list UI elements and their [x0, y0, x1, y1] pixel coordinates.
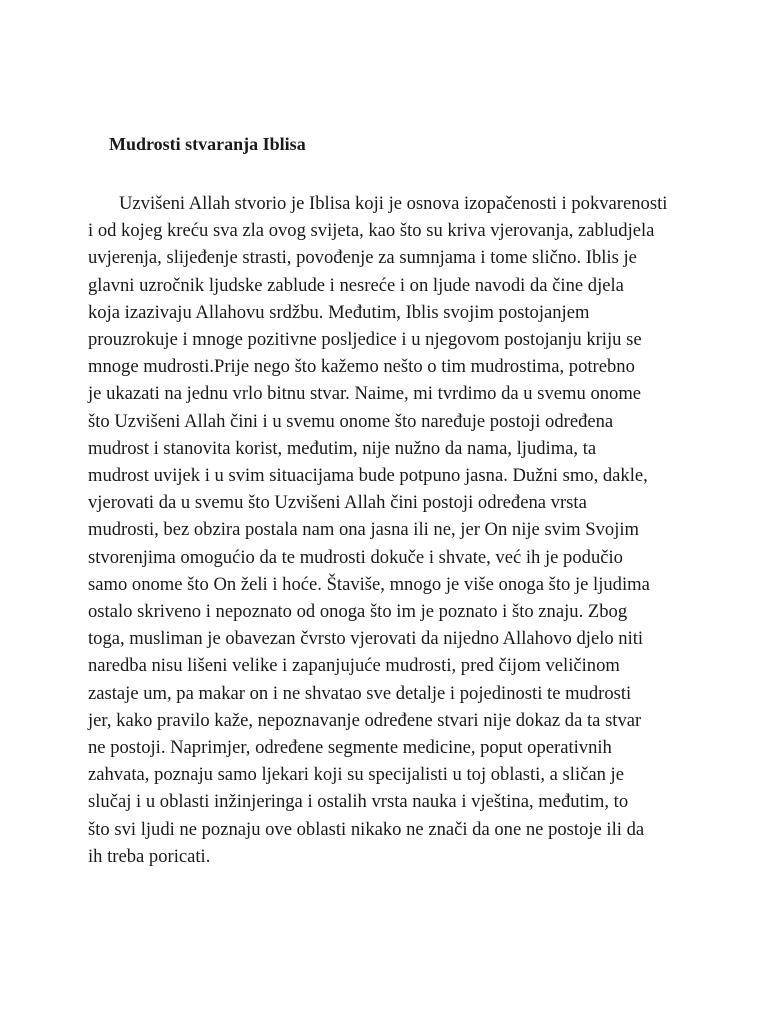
- paragraph-line: samo onome što On želi i hoće. Štaviše, mnogo je više onoga što je ljudima: [88, 573, 650, 595]
- section-heading: Mudrosti stvaranja Iblisa: [109, 134, 306, 154]
- paragraph-line: je ukazati na jednu vrlo bitnu stvar. Naime, mi tvrdimo da u svemu onome: [88, 383, 642, 405]
- paragraph-line: uvjerenja, slijeđenje strasti, povođenje za sumnjama i tome slično. Iblis je: [88, 247, 637, 269]
- paragraph-line: toga, musliman je obavezan čvrsto vjerovati da nijedno Allahovo djelo niti: [88, 628, 644, 650]
- paragraph-line: što svi ljudi ne poznaju ove oblasti nikako ne znači da one ne postoje ili da: [88, 818, 645, 840]
- paragraph-line: jer, kako pravilo kaže, nepoznavanje određene stvari nije dokaz da ta stvar: [88, 709, 642, 731]
- body-paragraph: [88, 190, 667, 870]
- paragraph-line: što Uzvišeni Allah čini i u svemu onome što naređuje postoji određena: [88, 410, 614, 432]
- paragraph-line: ne postoji. Naprimjer, određene segmente medicine, poput operativnih: [88, 737, 612, 759]
- paragraph-line: mudrosti, bez obzira postala nam ona jasna ili ne, jer On nije svim Svojim: [88, 519, 639, 541]
- paragraph-line: stvorenjima omogućio da te mudrosti dokuče i shvate, već ih je podučio: [88, 546, 623, 568]
- paragraph-line: mnoge mudrosti.Prije nego što kažemo nešto o tim mudrostima, potrebno: [88, 356, 635, 378]
- paragraph-line: vjerovati da u svemu što Uzvišeni Allah čini postoji određena vrsta: [88, 492, 587, 514]
- paragraph-line: naredba nisu lišeni velike i zapanjujuće mudrosti, pred čijom veličinom: [88, 655, 620, 677]
- paragraph-line: mudrost i stanovita korist, međutim, nije nužno da nama, ljudima, ta: [88, 437, 597, 459]
- paragraph-line: Uzvišeni Allah stvorio je Iblisa koji je osnova izopačenosti i pokvarenosti: [119, 193, 668, 214]
- paragraph-line: prouzrokuje i mnoge pozitivne posljedice i u njegovom postojanju kriju se: [88, 329, 642, 351]
- paragraph-line: i od kojeg kreću sva zla ovog svijeta, kao što su kriva vjerovanja, zabludjela: [88, 220, 655, 242]
- paragraph-line: koja izazivaju Allahovu srdžbu. Međutim, Iblis svojim postojanjem: [88, 301, 590, 323]
- paragraph-line: mudrost uvijek i u svim situacijama bude potpuno jasna. Dužni smo, dakle,: [88, 465, 648, 487]
- paragraph-line: ih treba poricati.: [88, 845, 211, 867]
- paragraph-line: slučaj i u oblasti inžinjeringa i ostalih vrsta nauka i vještina, međutim, to: [88, 791, 629, 813]
- paragraph-line: zastaje um, pa makar on i ne shvatao sve detalje i pojedinosti te mudrosti: [88, 682, 632, 704]
- paragraph-line: zahvata, poznaju samo ljekari koji su specijalisti u toj oblasti, a sličan je: [88, 764, 624, 786]
- paragraph-line: ostalo skriveno i nepoznato od onoga što im je poznato i što znaju. Zbog: [88, 601, 628, 623]
- paragraph-line: glavni uzročnik ljudske zablude i nesreće i on ljude navodi da čine djela: [88, 274, 624, 296]
